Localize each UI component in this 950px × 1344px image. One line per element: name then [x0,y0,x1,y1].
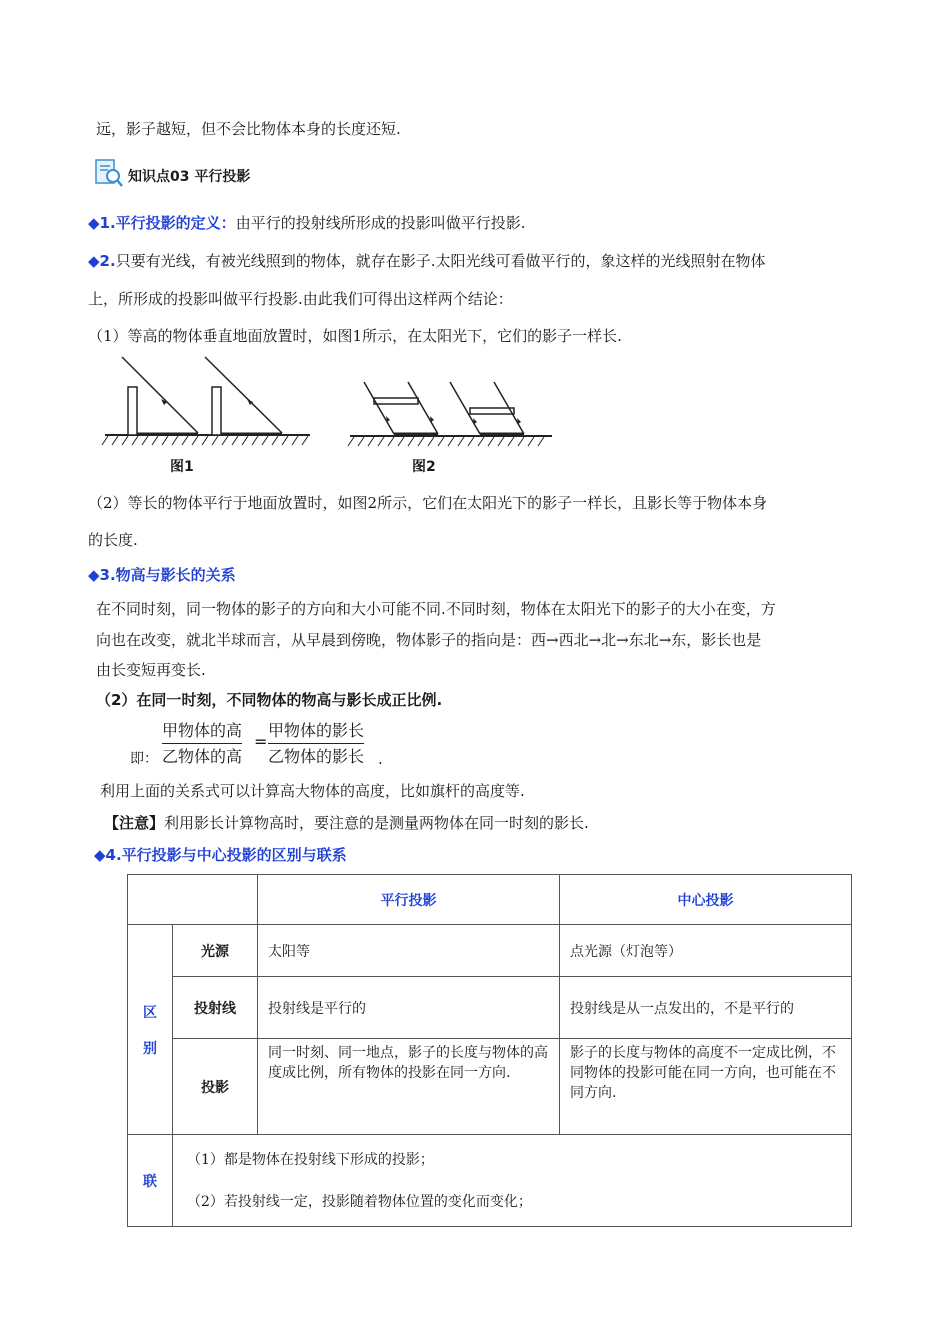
figure-2-diagram [346,380,556,450]
definition-label: 1.平行投影的定义： [99,214,236,232]
fraction-left [162,718,242,767]
row-head-projection: 投影 [173,1039,258,1135]
formula-prefix: 即： [130,751,158,767]
numerator-left: 甲物体的高 [162,721,243,740]
note-label: 【注意】 [104,814,165,832]
conclusion-item-1: （1）等高的物体垂直地面放置时，如图1所示，在太阳光下，它们的影子一样长. [88,327,622,345]
comparison-table [127,874,852,1227]
diamond-icon: ◆ [88,214,100,232]
conclusion-item-2-line1: （2）等长的物体平行于地面放置时，如图2所示，它们在太阳光下的影子一样长，且影长等于物体本身 [88,494,768,512]
group-difference-char-1: 区 [143,1004,157,1021]
conclusion-intro-line2: 上，所形成的投影叫做平行投影.由此我们可得出这样两个结论： [88,290,513,308]
group-link: 联 [128,1135,173,1227]
equals-sign: = [254,732,268,751]
header-central: 中心投影 [560,875,852,925]
cell-central-light-source: 点光源（灯泡等） [560,925,852,977]
item-number: 2. [99,252,116,270]
cell-central-projection: 影子的长度与物体的高度不一定成比例，不同物体的投影可能在同一方向，也可能在不同方向. [560,1039,852,1135]
fraction-right [268,718,364,767]
row-head-light-source: 光源 [173,925,258,977]
group-difference [128,925,173,1135]
link-item-2: （2）若投射线一定，投影随着物体位置的变化而变化； [187,1193,532,1210]
figure-1-diagram [100,352,314,447]
cell-central-rays: 投射线是从一点发出的，不是平行的 [560,977,852,1039]
definition-text: 由平行的投射线所形成的投影叫做平行投影. [235,214,526,232]
section-title: 知识点03 平行投影 [128,169,251,185]
header-parallel: 平行投影 [258,875,560,925]
denominator-right: 乙物体的影长 [268,743,364,767]
table-corner-cell [128,875,258,925]
cell-parallel-rays: 投射线是平行的 [258,977,560,1039]
figure-1-caption: 图1 [170,459,194,475]
figure-2-caption: 图2 [412,459,436,475]
diamond-icon: ◆ [88,252,100,270]
usage-text: 利用上面的关系式可以计算高大物体的高度，比如旗杆的高度等. [100,782,525,800]
group-difference-char-2: 别 [143,1040,157,1057]
row-head-rays: 投射线 [173,977,258,1039]
note-text: 利用影长计算物高时，要注意的是测量两物体在同一时刻的影长. [164,814,589,832]
paragraph-line: 向也在改变，就北半球而言，从早晨到傍晚，物体影子的指向是：西→西北→北→东北→东，影长也是 [96,631,762,649]
cell-parallel-light-source: 太阳等 [258,925,560,977]
paragraph-line: 由长变短再变长. [96,661,206,679]
continuation-text: 远，影子越短，但不会比物体本身的长度还短. [96,120,401,138]
link-item-1: （1）都是物体在投射线下形成的投影； [187,1151,434,1168]
comparison-heading [94,844,347,865]
diamond-icon: ◆ [88,566,100,584]
proportion-statement: （2）在同一时刻，不同物体的物高与影长成正比例. [96,691,443,709]
numerator-right: 甲物体的影长 [268,721,365,740]
height-shadow-heading [88,564,236,585]
paragraph-line: 在不同时刻，同一物体的影子的方向和大小可能不同.不同时刻，物体在太阳光下的影子的大小在变，方 [96,600,776,618]
heading-label: 3.物高与影长的关系 [99,566,236,584]
definition-paragraph [88,212,525,233]
diamond-icon: ◆ [94,846,106,864]
conclusion-intro-line1 [88,250,765,271]
note-line [104,812,589,833]
cell-parallel-projection: 同一时刻、同一地点，影子的长度与物体的高度成比例，所有物体的投影在同一方向. [258,1039,560,1135]
conclusion-item-2-line2: 的长度. [88,531,138,549]
formula-period: . [378,750,383,768]
heading-label: 4.平行投影与中心投影的区别与联系 [105,846,347,864]
denominator-left: 乙物体的高 [162,743,242,767]
book-search-icon [94,158,124,188]
link-cell [173,1135,852,1227]
paragraph-text: 只要有光线，有被光线照到的物体，就存在影子.太阳光线可看做平行的，象这样的光线照射在物体 [115,252,766,270]
